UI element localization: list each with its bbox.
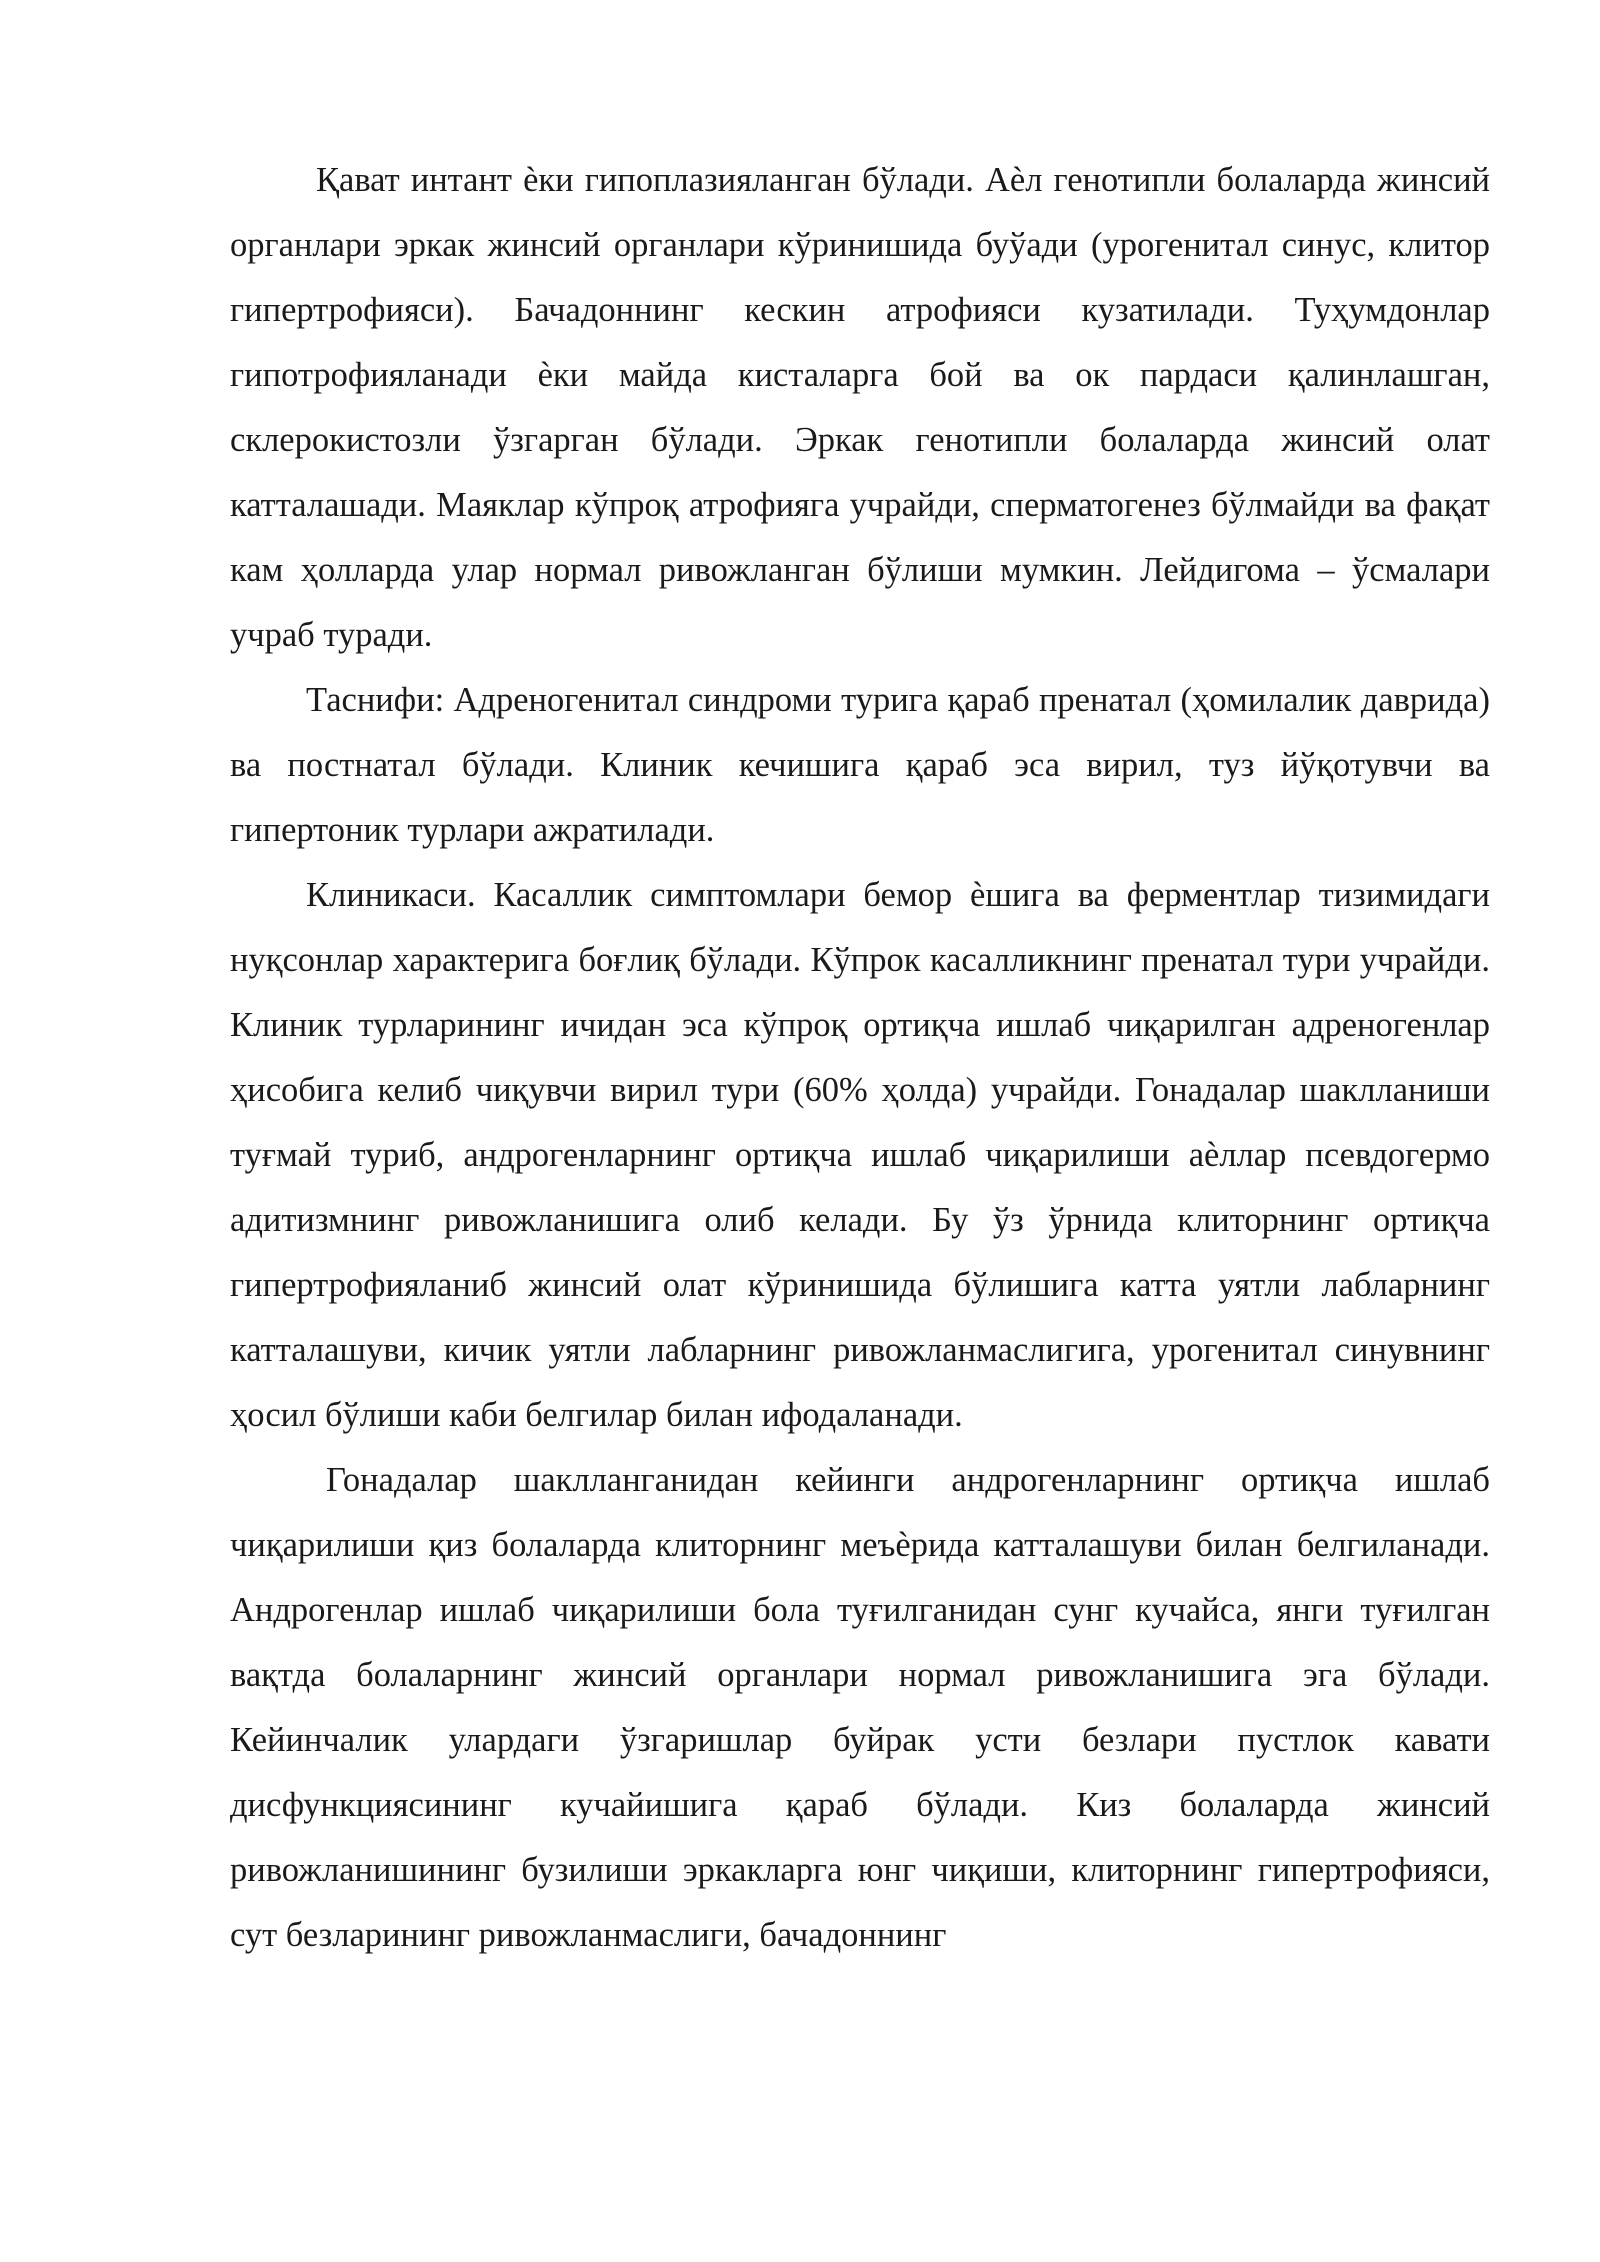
paragraph: Қават интант ѐки гипоплазияланган бўлади. Аѐл генотипли болаларда жинсий органлари эркак жинсий органлари кўринишида буўади (урогенитал синус, клитор гипертрофияси). Бачадоннинг кескин атрофияси кузатилади. Туҳумдонлар гипотрофияланади ѐки майда кисталарга бой ва ок пардаси қалинлашган, склерокистозли ўзгарган бўлади. Эркак генотипли болаларда жинсий олат катталашади. Маяклар кўпроқ атрофияга учрайди, сперматогенез бўлмайди ва фақат кам ҳолларда улар нормал ривожланган бўлиши мумкин. Лейдигома – ўсмалари учраб туради. xyxy=(230,161,1490,654)
paragraph: Гонадалар шаклланганидан кейинги андрогенларнинг ортиқча ишлаб чиқарилиши қиз болаларда клиторнинг меъѐрида катталашуви билан белгиланади. Андрогенлар ишлаб чиқарилиши бола туғилганидан сунг кучайса, янги туғилган вақтда болаларнинг жинсий органлари нормал ривожланишига эга бўлади. Кейинчалик улардаги ўзгаришлар буйрак усти безлари пустлок кавати дисфункциясининг кучайишига қараб бўлади. Киз болаларда жинсий ривожланишининг бузилиши эркакларга юнг чиқиши, клиторнинг гипертрофияси, сут безларининг ривожланмаслиги, бачадоннинг xyxy=(230,1461,1490,1954)
paragraph: Таснифи: Адреногенитал синдроми турига қараб пренатал (ҳомилалик даврида) ва постнатал бўлади. Клиник кечишига қараб эса вирил, туз йўқотувчи ва гипертоник турлари ажратилади. xyxy=(230,681,1490,849)
document-body xyxy=(230,148,1490,1968)
paragraph: Клиникаси. Касаллик симптомлари бемор ѐшига ва ферментлар тизимидаги нуқсонлар характерига боғлиқ бўлади. Кўпрок касалликнинг пренатал тури учрайди. Клиник турларининг ичидан эса кўпроқ ортиқча ишлаб чиқарилган адреногенлар ҳисобига келиб чиқувчи вирил тури (60% ҳолда) учрайди. Гонадалар шаклланиши туғмай туриб, андрогенларнинг ортиқча ишлаб чиқарилиши аѐллар псевдогермо адитизмнинг ривожланишига олиб келади. Бу ўз ўрнида клиторнинг ортиқча гипертрофияланиб жинсий олат кўринишида бўлишига катта уятли лабларнинг катталашуви, кичик уятли лабларнинг ривожланмаслигига, урогенитал синувнинг ҳосил бўлиши каби белгилар билан ифодаланади. xyxy=(230,876,1490,1434)
